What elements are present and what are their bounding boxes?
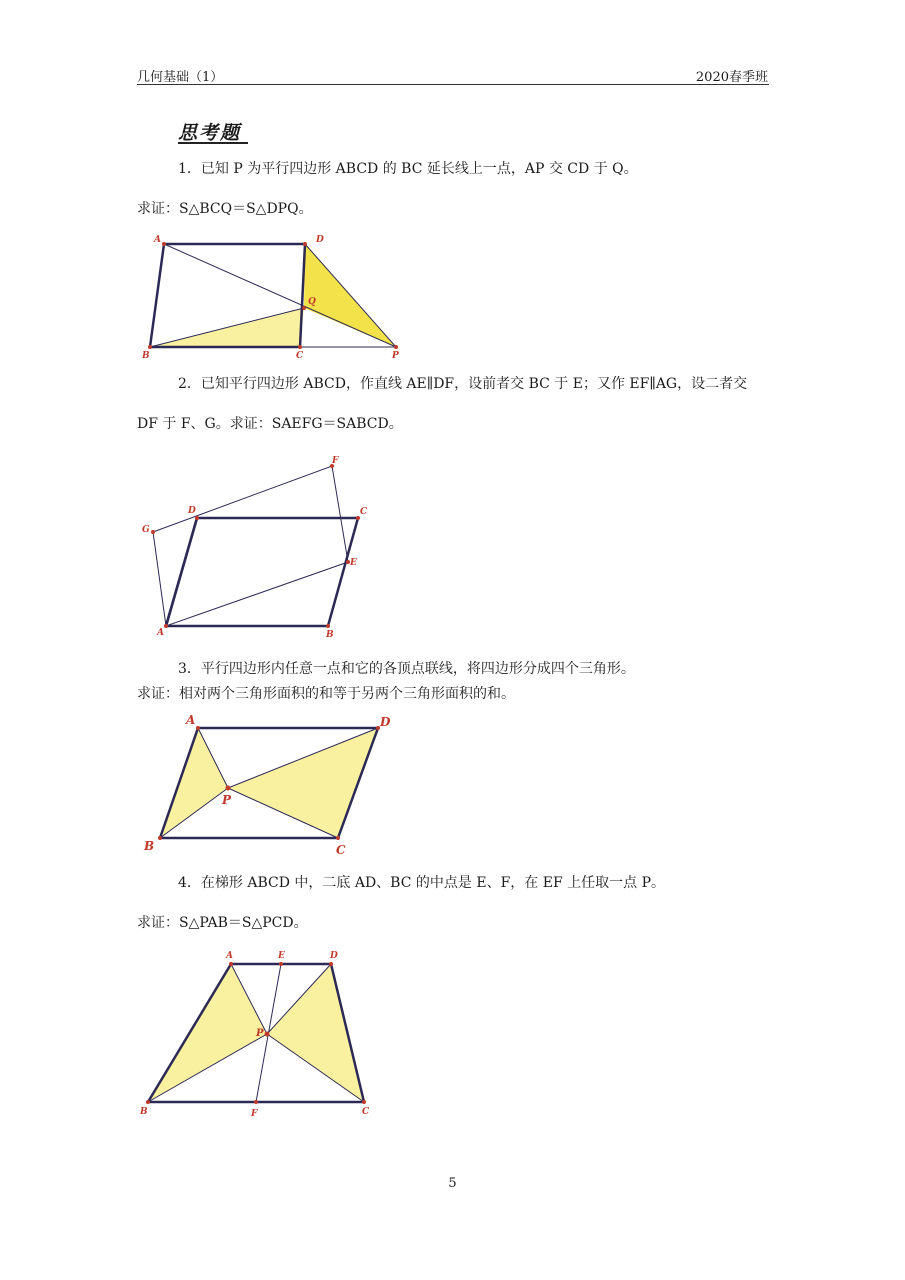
header-rule bbox=[137, 84, 769, 85]
problem-2-proof: DF 于 F、G。求证：SAEFG＝SABCD。 bbox=[137, 416, 403, 432]
header-left: 几何基础（1） bbox=[137, 70, 224, 85]
parallelogram-abcd bbox=[166, 518, 358, 626]
fig4-label-b: B bbox=[140, 1107, 148, 1117]
problem-1-statement: 1．已知 P 为平行四边形 ABCD 的 BC 延长线上一点，AP 交 CD 于 Q。 bbox=[178, 161, 638, 177]
fig3-label-p: P bbox=[222, 793, 232, 807]
fig3-label-b: B bbox=[144, 839, 155, 853]
fig1-label-c: C bbox=[296, 351, 304, 361]
section-title: 思考题 bbox=[178, 122, 242, 144]
figure-4 bbox=[130, 942, 390, 1127]
fig1-label-p: P bbox=[392, 351, 399, 361]
fig4-label-e: E bbox=[278, 951, 285, 961]
fig2-label-a: A bbox=[157, 628, 164, 638]
fig1-label-a: A bbox=[154, 235, 161, 245]
page-number: 5 bbox=[448, 1176, 457, 1191]
triangle-pcd bbox=[228, 728, 378, 838]
fig3-label-c: C bbox=[336, 843, 346, 857]
triangle-pcd bbox=[267, 964, 364, 1102]
fig3-label-d: D bbox=[380, 715, 391, 729]
title-underline bbox=[178, 142, 248, 144]
figure-2 bbox=[130, 452, 390, 642]
fig2-label-f: F bbox=[332, 456, 339, 466]
fig4-label-d: D bbox=[330, 951, 338, 961]
fig2-label-e: E bbox=[350, 558, 357, 568]
fig2-label-d: D bbox=[188, 506, 196, 516]
problem-4-proof: 求证：S△PAB＝S△PCD。 bbox=[137, 915, 308, 931]
figure-1 bbox=[130, 228, 420, 368]
fig4-label-f: F bbox=[251, 1109, 258, 1119]
problem-4-statement: 4．在梯形 ABCD 中，二底 AD、BC 的中点是 E、F，在 EF 上任取一点 P。 bbox=[178, 875, 665, 891]
triangle-pab bbox=[160, 728, 228, 838]
fig4-label-a: A bbox=[226, 951, 233, 961]
figure-3 bbox=[130, 710, 400, 860]
fig1-label-d: D bbox=[316, 235, 324, 245]
problem-1-proof: 求证：S△BCQ＝S△DPQ。 bbox=[137, 201, 313, 217]
parallelogram-aefg bbox=[153, 466, 348, 626]
triangle-pab bbox=[148, 964, 267, 1102]
problem-2-statement: 2．已知平行四边形 ABCD，作直线 AE∥DF，设前者交 BC 于 E；又作 EF∥AG，设二者交 bbox=[178, 376, 748, 392]
problem-3-statement: 3．平行四边形内任意一点和它的各顶点联线，将四边形分成四个三角形。 bbox=[178, 661, 635, 677]
fig1-label-b: B bbox=[142, 351, 150, 361]
header-right: 2020春季班 bbox=[695, 70, 768, 85]
fig2-label-c: C bbox=[360, 507, 368, 517]
problem-3-proof: 求证：相对两个三角形面积的和等于另两个三角形面积的和。 bbox=[137, 686, 515, 702]
fig3-label-a: A bbox=[186, 713, 196, 727]
fig1-label-q: Q bbox=[308, 297, 316, 307]
fig4-label-c: C bbox=[362, 1107, 370, 1117]
fig2-label-g: G bbox=[142, 525, 150, 535]
fig2-label-b: B bbox=[326, 630, 334, 640]
fig4-label-p: P bbox=[256, 1028, 264, 1039]
